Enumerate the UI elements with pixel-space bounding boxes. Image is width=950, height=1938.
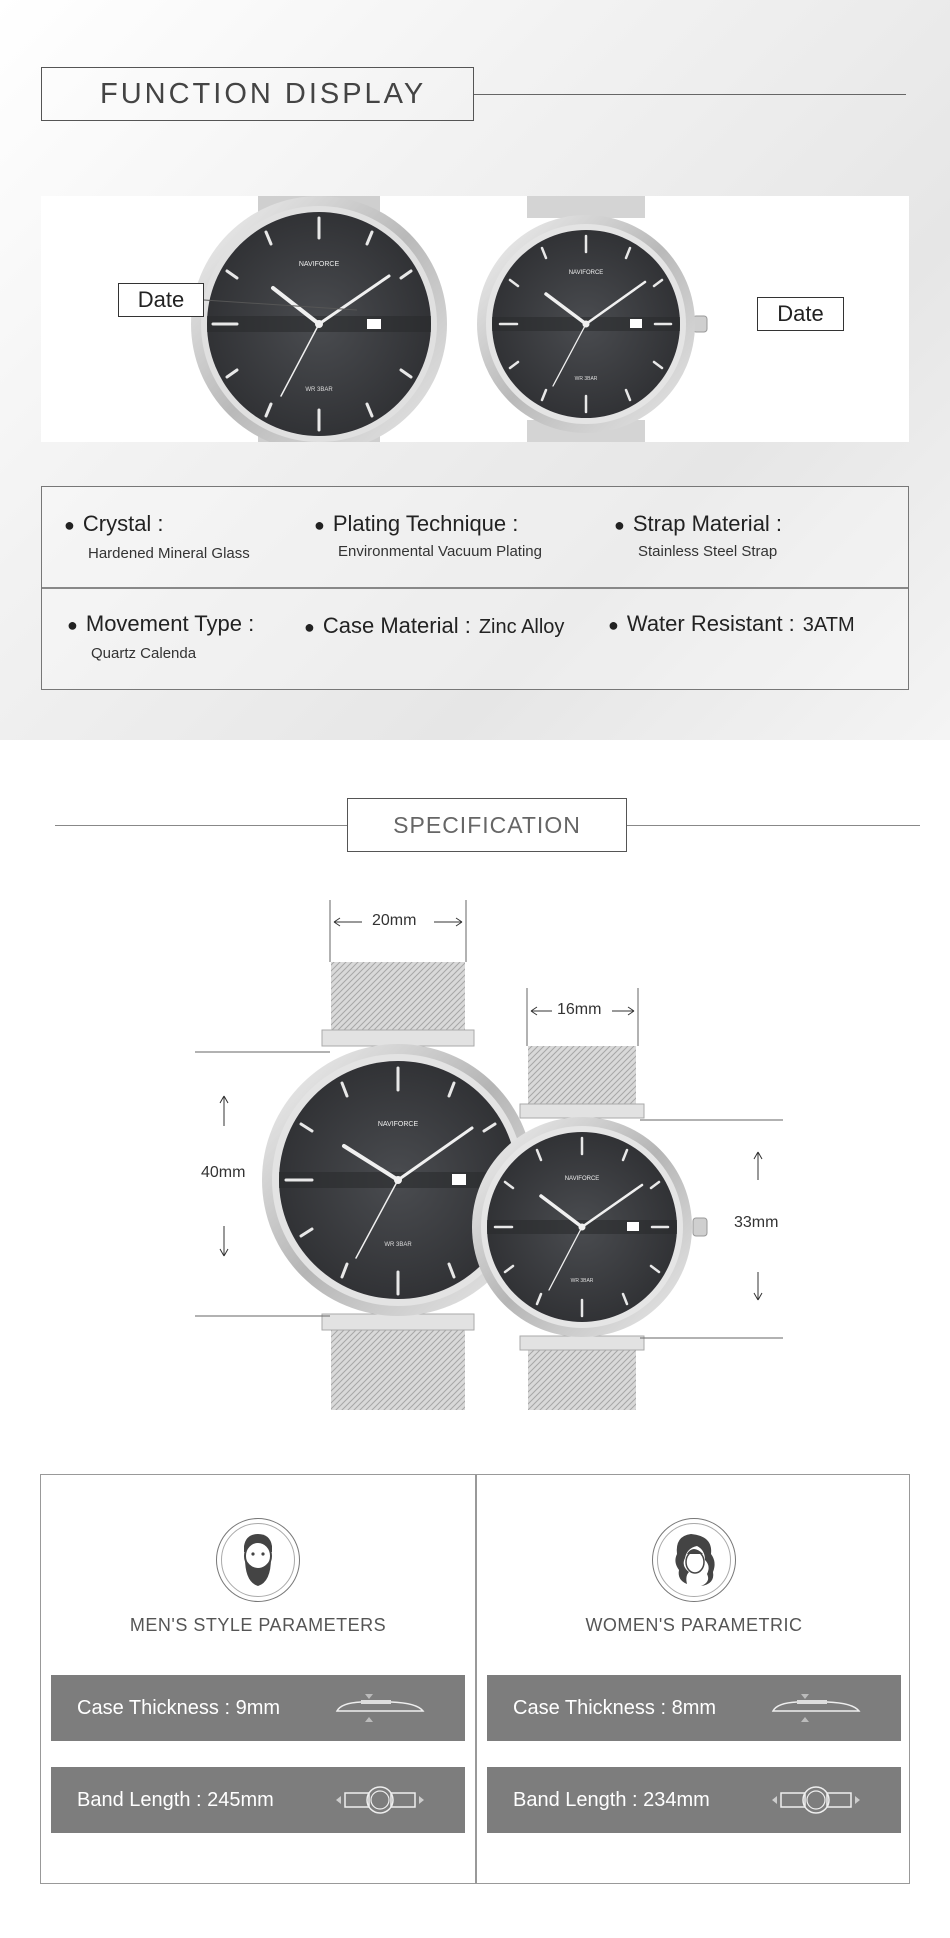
parameters-panel — [40, 1474, 910, 1884]
case-thickness-icon — [771, 1689, 861, 1727]
womens-parameters-heading: WOMEN'S PARAMETRIC — [585, 1615, 803, 1635]
features-table — [41, 486, 909, 690]
specification-diagram — [0, 870, 950, 1450]
woman-avatar-icon — [652, 1518, 736, 1602]
spec-dial-brand-small: NAVIFORCE — [564, 1176, 600, 1182]
function-display-section — [0, 0, 950, 740]
date-callout-left: Date — [118, 283, 204, 317]
mens-band-length-label: Band Length : 245mm — [77, 1788, 274, 1811]
band-length-icon — [335, 1781, 425, 1819]
womens-band-length-label: Band Length : 234mm — [513, 1788, 710, 1811]
specification-title: SPECIFICATION — [347, 798, 627, 852]
band-length-icon — [771, 1781, 861, 1819]
title-rule — [474, 94, 906, 95]
man-avatar-icon — [216, 1518, 300, 1602]
mens-band-length-bar — [51, 1767, 465, 1833]
spec-dial-brand: NAVIFORCE — [377, 1121, 419, 1128]
dimension-drawing — [0, 870, 950, 1450]
womens-band-length-bar — [487, 1767, 901, 1833]
feature-value: Quartz Calenda — [91, 645, 197, 662]
mens-case-diameter-label: 40mm — [201, 1164, 246, 1181]
features-divider — [42, 587, 908, 589]
case-thickness-icon — [335, 1689, 425, 1727]
feature-crystal: ● Crystal : Hardened Mineral Glass — [64, 511, 250, 562]
feature-movement: ● Movement Type : Quartz Calenda — [67, 611, 255, 662]
mens-case-thickness-bar — [51, 1675, 465, 1741]
mens-parameters — [41, 1475, 475, 1883]
mens-parameters-heading: MEN'S STYLE PARAMETERS — [129, 1615, 387, 1635]
womens-case-thickness-label: Case Thickness : 8mm — [513, 1696, 717, 1719]
spec-dial-wr: WR 3BAR — [384, 1242, 412, 1248]
dial-wr: WR 3BAR — [305, 387, 333, 393]
dial-brand: NAVIFORCE — [298, 261, 340, 268]
dial-brand-small: NAVIFORCE — [568, 270, 604, 276]
feature-plating: ● Plating Technique : Environmental Vacuum Plating — [314, 511, 542, 560]
womens-case-diameter-label: 33mm — [734, 1214, 779, 1231]
mens-case-thickness-label: Case Thickness : 9mm — [77, 1696, 281, 1719]
womens-band-width-label: 16mm — [557, 1001, 602, 1018]
feature-value: Hardened Mineral Glass — [88, 545, 250, 562]
spec-rule-right — [627, 825, 920, 826]
feature-water-resistant: ● Water Resistant : 3ATM — [608, 611, 855, 636]
womens-parameters — [477, 1475, 911, 1883]
spec-rule-left — [55, 825, 347, 826]
spec-dial-wr-small: WR 3BAR — [570, 1278, 594, 1284]
feature-value: Environmental Vacuum Plating — [338, 543, 542, 560]
date-callout-right: Date — [757, 297, 844, 331]
womens-case-thickness-bar — [487, 1675, 901, 1741]
mens-band-width-label: 20mm — [372, 912, 417, 929]
dial-wr-small: WR 3BAR — [574, 376, 598, 382]
feature-value: Stainless Steel Strap — [638, 543, 778, 560]
function-display-title: FUNCTION DISPLAY — [41, 67, 474, 121]
feature-strap: ● Strap Material : Stainless Steel Strap — [614, 511, 783, 560]
feature-case-material: ● Case Material : Zinc Alloy — [304, 613, 565, 638]
